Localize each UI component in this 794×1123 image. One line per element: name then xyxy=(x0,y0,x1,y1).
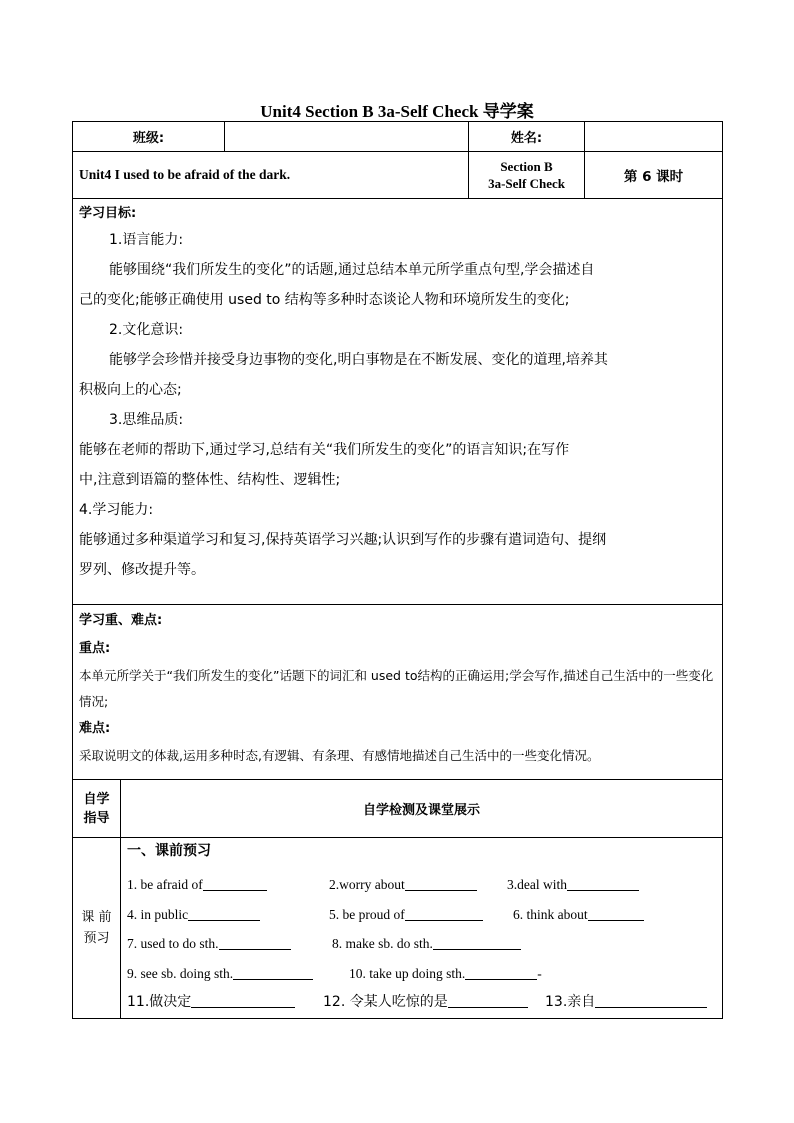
self-study-label-line-1: 自学 xyxy=(83,791,110,807)
preview-row xyxy=(127,988,716,1018)
goal-line: 3.思维品质: xyxy=(109,412,184,428)
class-field[interactable] xyxy=(225,122,469,152)
goal-line: 能够围绕“我们所发生的变化”的话题,通过总结本单元所学重点句型,学会描述自 xyxy=(109,262,595,278)
preview-exercises xyxy=(121,838,723,1019)
guide-table xyxy=(72,121,723,1019)
goal-line: 1.语言能力: xyxy=(109,232,184,248)
answer-blank[interactable] xyxy=(448,992,528,1008)
answer-blank[interactable] xyxy=(203,875,267,891)
learning-goals xyxy=(73,199,723,605)
preview-label-line-2: 预习 xyxy=(83,930,110,946)
key-points-heading: 学习重、难点: xyxy=(79,613,163,628)
goal-line: 中,注意到语篇的整体性、结构性、逻辑性; xyxy=(79,472,341,488)
focus-text: 本单元所学关于“我们所发生的变化”话题下的词汇和 used to结构的正确运用;学会写作,描述自己生活中的一些变化情况; xyxy=(79,668,714,709)
preview-row xyxy=(127,870,716,900)
section-line-1: Section B xyxy=(500,159,553,174)
self-study-heading: 自学检测及课堂展示 xyxy=(121,780,723,838)
preview-label xyxy=(73,838,121,1019)
answer-blank[interactable] xyxy=(191,992,295,1008)
answer-blank[interactable] xyxy=(219,934,291,950)
goal-line: 能够通过多种渠道学习和复习,保持英语学习兴趣;认识到写作的步骤有遣词造句、提纲 xyxy=(79,532,607,548)
preview-heading: 一、课前预习 xyxy=(127,843,211,859)
preview-item: 2.worry about xyxy=(329,877,405,892)
lesson-number: 第 6 课时 xyxy=(585,152,723,199)
name-label: 姓名: xyxy=(469,122,585,152)
preview-row xyxy=(127,929,716,959)
goal-line: 4.学习能力: xyxy=(79,502,154,518)
preview-label-line-1: 课 前 xyxy=(81,909,112,925)
preview-item: 10. take up doing sth. xyxy=(349,965,466,981)
class-label: 班级: xyxy=(73,122,225,152)
difficulty-text: 采取说明文的体裁,运用多种时态,有逻辑、有条理、有感情地描述自己生活中的一些变化情况。 xyxy=(79,748,600,763)
page-title: Unit4 Section B 3a-Self Check 导学案 xyxy=(260,102,534,121)
preview-item: 11.做决定 xyxy=(127,994,192,1010)
name-field[interactable] xyxy=(585,122,723,152)
answer-blank[interactable] xyxy=(465,964,537,980)
answer-blank[interactable] xyxy=(433,934,521,950)
goals-heading: 学习目标: xyxy=(79,206,137,221)
preview-item: 6. think about xyxy=(513,906,588,922)
preview-row xyxy=(127,959,716,989)
key-points xyxy=(73,605,723,780)
preview-row xyxy=(127,900,716,930)
focus-label: 重点: xyxy=(79,641,111,656)
preview-item: 8. make sb. do sth. xyxy=(332,936,433,951)
self-study-label xyxy=(73,780,121,838)
answer-blank[interactable] xyxy=(595,992,707,1008)
preview-item: 7. used to do sth. xyxy=(127,936,219,951)
answer-blank[interactable] xyxy=(233,964,313,980)
answer-blank[interactable] xyxy=(567,875,639,891)
answer-blank[interactable] xyxy=(188,905,260,921)
preview-item: 5. be proud of xyxy=(329,906,405,922)
preview-item: 3.deal with xyxy=(507,877,567,892)
section-line-2: 3a-Self Check xyxy=(488,176,565,191)
goal-line: 积极向上的心态; xyxy=(79,382,182,398)
preview-item: 1. be afraid of xyxy=(127,877,203,892)
goal-line: 能够在老师的帮助下,通过学习,总结有关“我们所发生的变化”的语言知识;在写作 xyxy=(79,442,570,458)
answer-blank[interactable] xyxy=(405,875,477,891)
unit-title: Unit4 I used to be afraid of the dark. xyxy=(73,152,469,199)
goal-line: 2.文化意识: xyxy=(109,322,184,338)
trailing-dash: - xyxy=(537,965,542,981)
goal-line: 能够学会珍惜并接受身边事物的变化,明白事物是在不断发展、变化的道理,培养其 xyxy=(109,352,608,368)
preview-item: 12. 令某人吃惊的是 xyxy=(323,994,448,1010)
goal-line: 罗列、修改提升等。 xyxy=(79,562,205,578)
preview-item: 13.亲自 xyxy=(545,994,596,1010)
preview-item: 9. see sb. doing sth. xyxy=(127,965,234,981)
difficulty-label: 难点: xyxy=(79,721,111,736)
answer-blank[interactable] xyxy=(405,905,483,921)
preview-item: 4. in public xyxy=(127,906,189,922)
self-study-label-line-2: 指导 xyxy=(83,810,110,826)
goal-line: 己的变化;能够正确使用 used to 结构等多种时态谈论人物和环境所发生的变化; xyxy=(79,292,570,308)
answer-blank[interactable] xyxy=(588,905,644,921)
section-cell xyxy=(469,152,585,199)
